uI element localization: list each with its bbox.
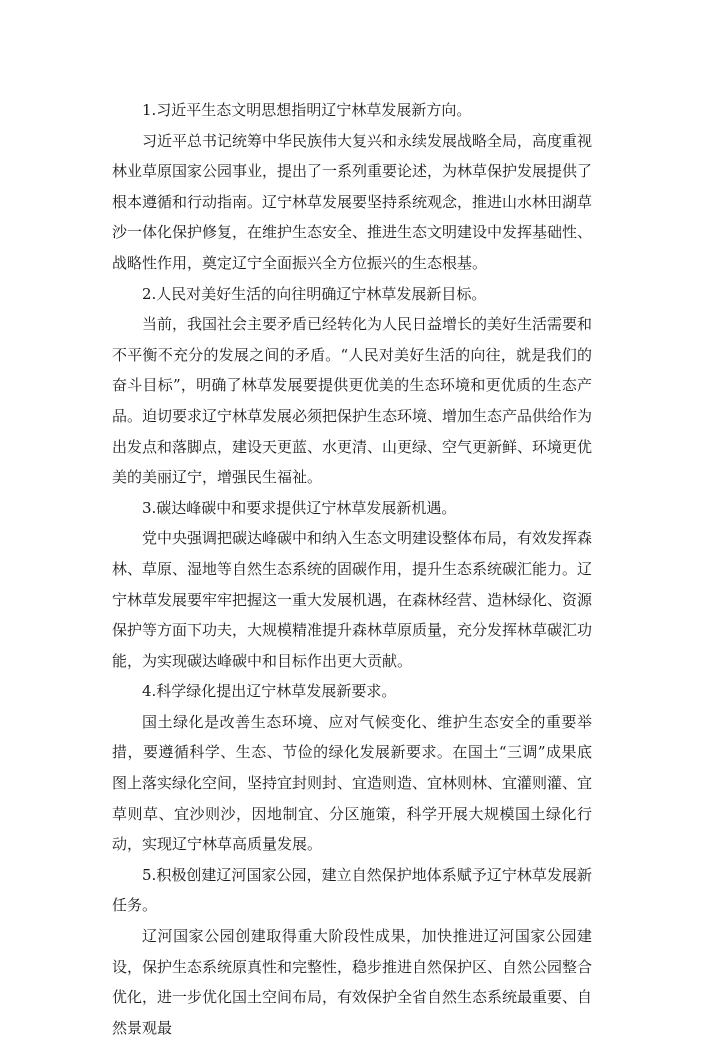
section-2-paragraph: 当前，我国社会主要矛盾已经转化为人民日益增长的美好生活需要和不平衡不充分的发展之间的矛盾。“人民对美好生活的向往，就是我们的奋斗目标”，明确了林草发展要提供更优美的生态环境和更优质的生态产品。迫切要求辽宁林草发展必须把保护生态环境、增加生态产品供给作为出发点和落脚点，建设天更蓝、水更清、山更绿、空气更新鲜、环境更优美的美丽辽宁，增强民生福祉。 (112, 315, 593, 487)
section-4-paragraph: 国土绿化是改善生态环境、应对气候变化、维护生态安全的重要举措，要遵循科学、生态、节俭的绿化发展新要求。在国土“三调”成果底图上落实绿化空间，坚持宜封则封、宜造则造、宜林则林、宜灌则灌、宜草则草、宜沙则沙，因地制宜、分区施策，科学开展大规模国土绿化行动，实现辽宁林草高质量发展。 (112, 712, 593, 854)
section-5-heading: 5.积极创建辽河国家公园，建立自然保护地体系赋予辽宁林草发展新任务。 (112, 865, 592, 915)
section-5-paragraph: 辽河国家公园创建取得重大阶段性成果，加快推进辽河国家公园建设，保护生态系统原真性和完整性，稳步推进自然保护区、自然公园整合优化，进一步优化国土空间布局，有效保护全省自然生态系统最重要、自然景观最 (112, 927, 593, 1037)
section-1-heading: 1.习近平生态文明思想指明辽宁林草发展新方向。 (142, 101, 472, 119)
section-4-heading: 4.科学绿化提出辽宁林草发展新要求。 (142, 682, 397, 701)
section-2-heading: 2.人民对美好生活的向往明确辽宁林草发展新目标。 (142, 284, 487, 303)
section-3-heading: 3.碳达峰碳中和要求提供辽宁林草发展新机遇。 (142, 498, 457, 517)
section-1-paragraph: 习近平总书记统筹中华民族伟大复兴和永续发展战略全局，高度重视林业草原国家公园事业，提出了一系列重要论述，为林草保护发展提供了根本遵循和行动指南。辽宁林草发展要坚持系统观念，推进山水林田湖草沙一体化保护修复，在维护生态安全、推进生态文明建设中发挥基础性、战略性作用，奠定辽宁全面振兴全方位振兴的生态根基。 (112, 131, 593, 272)
document-body (112, 95, 592, 1043)
section-3-paragraph: 党中央强调把碳达峰碳中和纳入生态文明建设整体布局，有效发挥森林、草原、湿地等自然生态系统的固碳作用，提升生态系统碳汇能力。辽宁林草发展要牢牢把握这一重大发展机遇，在森林经营、造林绿化、资源保护等方面下功夫，大规模精准提升森林草原质量，充分发挥林草碳汇功能，为实现碳达峰碳中和目标作出更大贡献。 (112, 529, 593, 670)
